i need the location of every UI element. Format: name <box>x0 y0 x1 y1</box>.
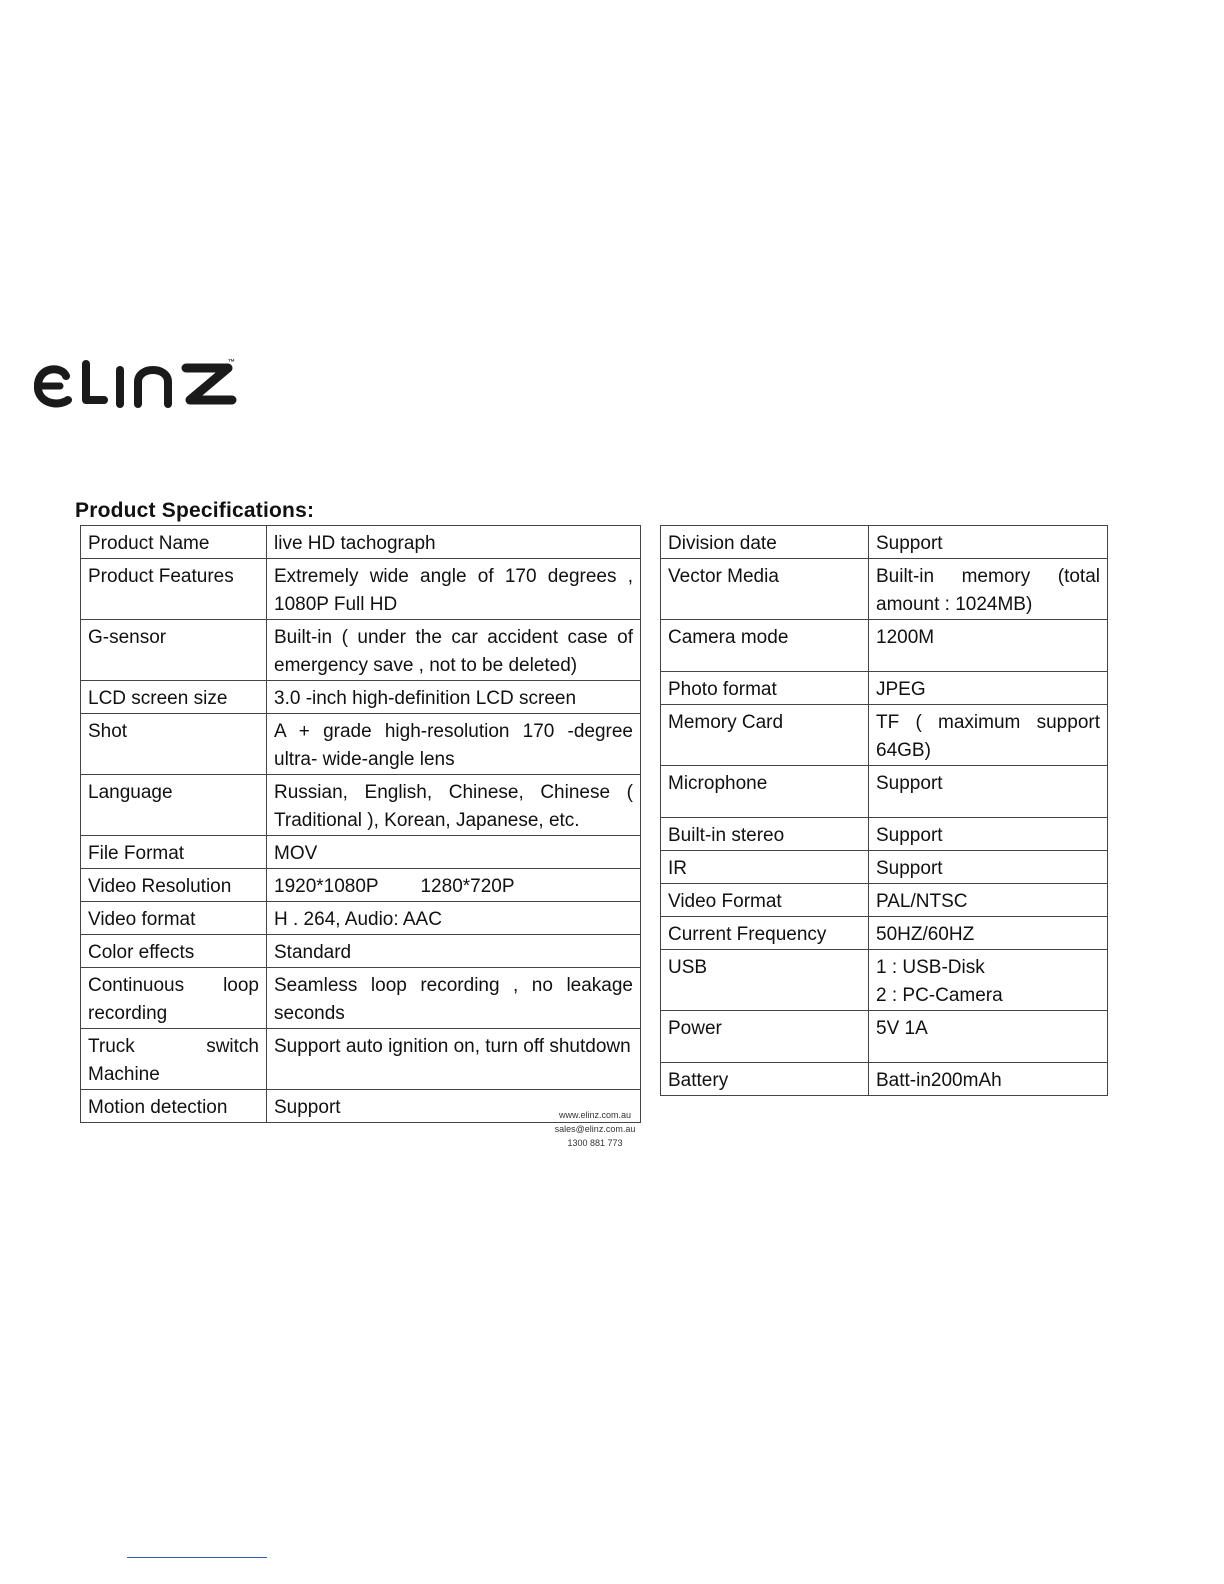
brand-logo <box>34 352 244 414</box>
spec-label: Photo format <box>661 672 869 705</box>
spec-row <box>661 950 1108 1011</box>
spec-value: 3.0 -inch high-definition LCD screen <box>267 681 641 714</box>
website-link[interactable]: www.elinz.com.au <box>558 1110 632 1120</box>
spec-row <box>81 775 641 836</box>
spec-value: Built-in ( under the car accident case of emergency save , not to be deleted) <box>267 620 641 681</box>
specifications-title: Product Specifications: <box>75 499 315 522</box>
spec-label: USB <box>661 950 869 1011</box>
spec-value: PAL/NTSC <box>869 884 1108 917</box>
spec-value: Support <box>267 1090 641 1123</box>
spec-row <box>661 705 1108 766</box>
spec-value: Support <box>869 766 1108 818</box>
spec-row <box>81 935 641 968</box>
spec-label: Battery <box>661 1063 869 1096</box>
spec-row <box>81 902 641 935</box>
spec-value: A + grade high-resolution 170 -degree ultra- wide-angle lens <box>267 714 641 775</box>
spec-value: Support <box>869 818 1108 851</box>
spec-label: Product Name <box>81 526 267 559</box>
spec-row <box>661 1063 1108 1096</box>
spec-value: Standard <box>267 935 641 968</box>
spec-label: Memory Card <box>661 705 869 766</box>
spec-row <box>81 526 641 559</box>
spec-label: Continuous loop recording <box>81 968 267 1029</box>
spec-value: MOV <box>267 836 641 869</box>
spec-row <box>661 917 1108 950</box>
spec-value: live HD tachograph <box>267 526 641 559</box>
spec-value: Built-in memory (total amount : 1024MB) <box>869 559 1108 620</box>
spec-row <box>661 620 1108 672</box>
spec-row <box>81 869 641 902</box>
contact-footer <box>500 1108 690 1150</box>
spec-value: 1200M <box>869 620 1108 672</box>
spec-label: Shot <box>81 714 267 775</box>
trademark-mark: ™ <box>228 359 235 366</box>
spec-label: Power <box>661 1011 869 1063</box>
spec-row <box>81 681 641 714</box>
spec-row <box>661 884 1108 917</box>
spec-label: Truck switch Machine <box>81 1029 267 1090</box>
spec-label: Division date <box>661 526 869 559</box>
spec-label: IR <box>661 851 869 884</box>
spec-label: Product Features <box>81 559 267 620</box>
spec-row <box>661 526 1108 559</box>
spec-label: LCD screen size <box>81 681 267 714</box>
spec-label: Vector Media <box>661 559 869 620</box>
spec-row <box>661 559 1108 620</box>
spec-row <box>81 714 641 775</box>
spec-label: Video Format <box>661 884 869 917</box>
spec-value: 1 : USB-Disk 2 : PC-Camera <box>869 950 1108 1011</box>
right-spec-table <box>660 525 1108 1096</box>
spec-value: 5V 1A <box>869 1011 1108 1063</box>
spec-label: Video Resolution <box>81 869 267 902</box>
spec-value: Extremely wide angle of 170 degrees , 1080P Full HD <box>267 559 641 620</box>
spec-row <box>81 836 641 869</box>
spec-label: Color effects <box>81 935 267 968</box>
spec-row <box>661 672 1108 705</box>
spec-value: JPEG <box>869 672 1108 705</box>
spec-row <box>661 851 1108 884</box>
spec-row <box>81 620 641 681</box>
elinz-logo-graphic <box>34 352 244 414</box>
spec-value: Support <box>869 851 1108 884</box>
spec-label: Video format <box>81 902 267 935</box>
spec-label: Language <box>81 775 267 836</box>
spec-value: H . 264, Audio: AAC <box>267 902 641 935</box>
decorative-underline <box>127 1557 267 1558</box>
email-link[interactable]: sales@elinz.com.au <box>554 1124 636 1134</box>
spec-value: Russian, English, Chinese, Chinese ( Traditional ), Korean, Japanese, etc. <box>267 775 641 836</box>
spec-row <box>81 1029 641 1090</box>
left-spec-table <box>80 525 641 1123</box>
spec-value: Batt-in200mAh <box>869 1063 1108 1096</box>
spec-value: Support <box>869 526 1108 559</box>
spec-label: Motion detection <box>81 1090 267 1123</box>
phone-number: 1300 881 773 <box>567 1138 623 1148</box>
spec-label: Camera mode <box>661 620 869 672</box>
spec-value: 1920*1080P 1280*720P <box>267 869 641 902</box>
spec-row <box>661 818 1108 851</box>
spec-value: Support auto ignition on, turn off shutdown <box>267 1029 641 1090</box>
spec-label: Built-in stereo <box>661 818 869 851</box>
spec-label: G-sensor <box>81 620 267 681</box>
spec-label: File Format <box>81 836 267 869</box>
spec-value: Seamless loop recording , no leakage seconds <box>267 968 641 1029</box>
spec-row <box>661 1011 1108 1063</box>
spec-row <box>661 766 1108 818</box>
spec-label: Microphone <box>661 766 869 818</box>
spec-value: TF ( maximum support 64GB) <box>869 705 1108 766</box>
spec-row <box>81 559 641 620</box>
spec-value: 50HZ/60HZ <box>869 917 1108 950</box>
spec-row <box>81 968 641 1029</box>
spec-label: Current Frequency <box>661 917 869 950</box>
